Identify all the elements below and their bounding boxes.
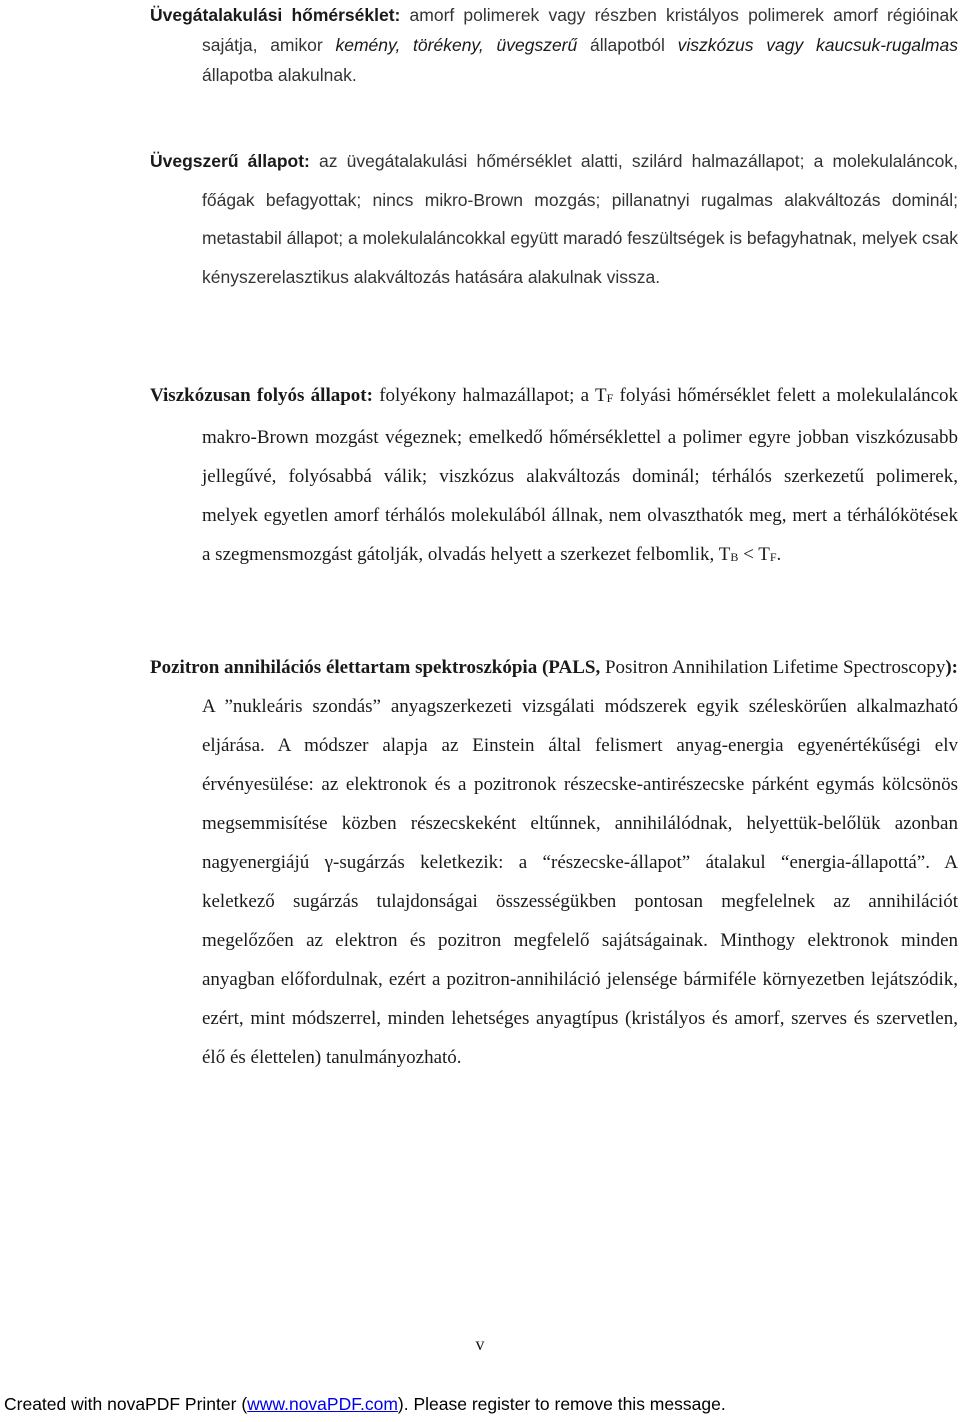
definition-glassy-state	[150, 142, 958, 296]
definition-viscous-flow-state	[150, 376, 958, 577]
term-title: Viszkózusan folyós állapot:	[150, 385, 373, 406]
watermark-footer	[4, 1394, 726, 1415]
term-close: ):	[945, 657, 958, 678]
footer-prefix: Created with novaPDF Printer (	[4, 1394, 248, 1414]
definition-pals	[150, 648, 958, 1077]
emphasis-text: kemény, törékeny, üvegszerű	[335, 35, 578, 55]
definition-text: folyékony halmazállapot; a T	[372, 385, 607, 406]
emphasis-text: viszkózus vagy kaucsuk-rugalmas	[677, 35, 958, 55]
definition-text: A ”nukleáris szondás” anyagszerkezeti vizsgálati módszerek egyik széleskörűen alkalmazható eljárása. A módszer alapja az Einstein által felismert anyag-energia egyenértékűségi elv érvényesülése: az elektronok és a pozitronok részecske-antirészecske párként egymás kölcsönös megsemmisítése közben részecskeként eltűnnek, annihilálódnak, helyettük-belőlük azonban nagyenergiájú γ-sugárzás keletkezik: a “részecske-állapot” átalakul “energia-állapottá”. A keletkező sugárzás tulajdonságai összességükben pontosan megfelelnek az annihilációt megelőzően az elektron és pozitron megfelelő sajátságainak. Minthogy elektronok minden anyagban előfordulnak, ezért a pozitron-annihiláció jelensége bármiféle környezetben lejátszódik, ezért, mint módszerrel, minden lehetséges anyagtípus (kristályos és amorf, szerves és szervetlen, élő és élettelen) tanulmányozható.	[202, 696, 958, 1068]
definition-text: állapotból	[577, 35, 678, 55]
footer-link[interactable]: www.novaPDF.com	[247, 1394, 398, 1414]
subscript: B	[730, 550, 739, 564]
term-title: Pozitron annihilációs élettartam spektroszkópia (PALS,	[150, 657, 601, 678]
subscript: F	[606, 391, 614, 405]
term-english: Positron Annihilation Lifetime Spectroscopy	[600, 657, 946, 678]
definition-text: .	[776, 544, 782, 565]
page-number: v	[475, 1334, 485, 1354]
term-title: Üvegátalakulási hőmérséklet:	[150, 5, 401, 25]
definition-text: amorf polimerek vagy részben kristályos polimerek amorf régióinak sajátja, amikor	[202, 5, 958, 55]
definition-text: állapotba alakulnak.	[202, 65, 357, 85]
footer-suffix: ). Please register to remove this message.	[397, 1394, 726, 1414]
term-title: Üvegszerű állapot:	[150, 151, 310, 171]
definition-text: folyási hőmérséklet felett a molekulaláncok makro-Brown mozgást végeznek; emelkedő hőmérséklettel a polimer egyre jobban viszkózusabb jellegűvé, folyósabbá válik; viszkózus alakváltozás dominál; térhálós szerkezetű polimerek, melyek egyetlen amorf térhálós molekulából állnak, nem olvaszthatók meg, mert a térhálókötések a szegmensmozgást gátolják, olvadás helyett a szerkezet felbomlik, T	[202, 385, 958, 565]
definition-text: < T	[738, 544, 770, 565]
subscript: F	[769, 550, 777, 564]
definition-glass-transition-temperature	[150, 0, 958, 90]
definition-text: az üvegátalakulási hőmérséklet alatti, szilárd halmazállapot; a molekulaláncok, főágak befagyottak; nincs mikro-Brown mozgás; pillanatnyi rugalmas alakváltozás dominál; metastabil állapot; a molekulaláncokkal együtt maradó feszültségek is befagyhatnak, melyek csak kényszerelasztikus alakváltozás hatására alakulnak vissza.	[202, 151, 958, 287]
